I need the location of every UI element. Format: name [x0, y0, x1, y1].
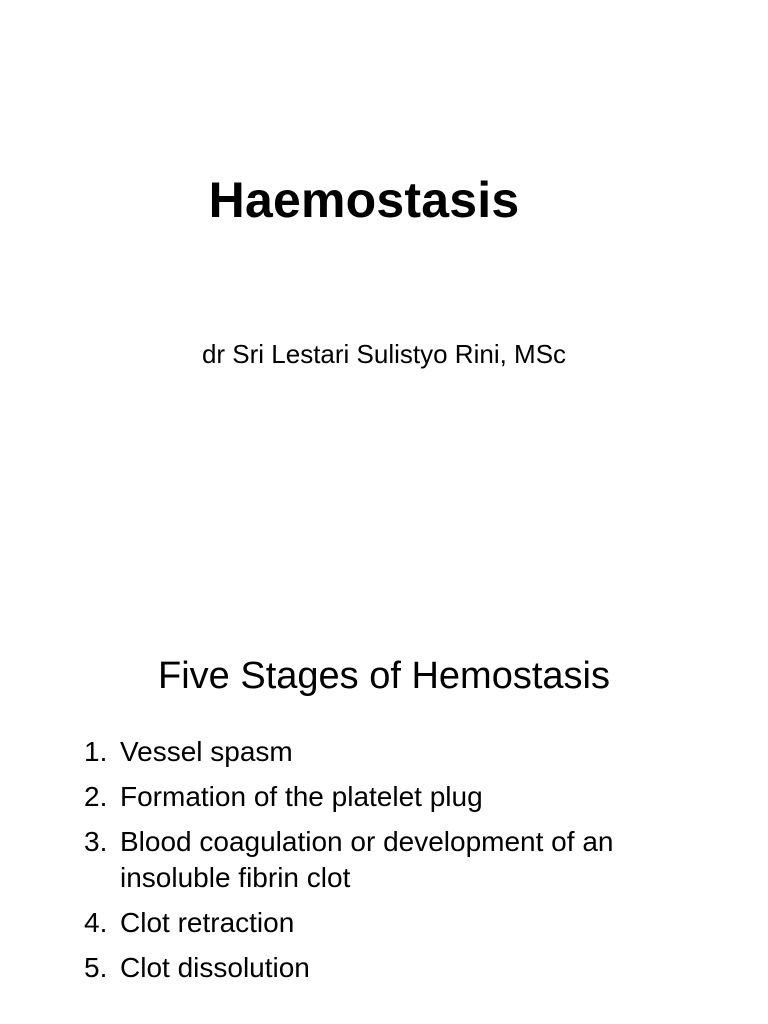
list-item	[84, 950, 724, 986]
list-item-number: 4.	[84, 907, 108, 938]
list-item-text: Clot dissolution	[120, 952, 310, 983]
list-item-number: 5.	[84, 952, 108, 983]
list-item	[84, 779, 724, 815]
stages-slide	[0, 576, 768, 1024]
list-item	[84, 905, 724, 941]
stage-list	[84, 734, 724, 995]
list-item	[84, 824, 724, 896]
list-item-number: 1.	[84, 736, 108, 767]
list-item	[84, 734, 724, 770]
author-subtitle: dr Sri Lestari Sulistyo Rini, MSc	[201, 339, 567, 369]
list-item-number: 3.	[84, 826, 108, 857]
list-item-text: Clot retraction	[120, 907, 295, 938]
list-item-text: Blood coagulation or development of an insoluble fibrin clot	[120, 826, 614, 893]
presentation-title: Haemostasis	[208, 172, 520, 228]
list-item-text: Vessel spasm	[120, 736, 293, 767]
slide-title: Five Stages of Hemostasis	[158, 655, 610, 697]
list-item-number: 2.	[84, 781, 108, 812]
list-item-text: Formation of the platelet plug	[120, 781, 483, 812]
